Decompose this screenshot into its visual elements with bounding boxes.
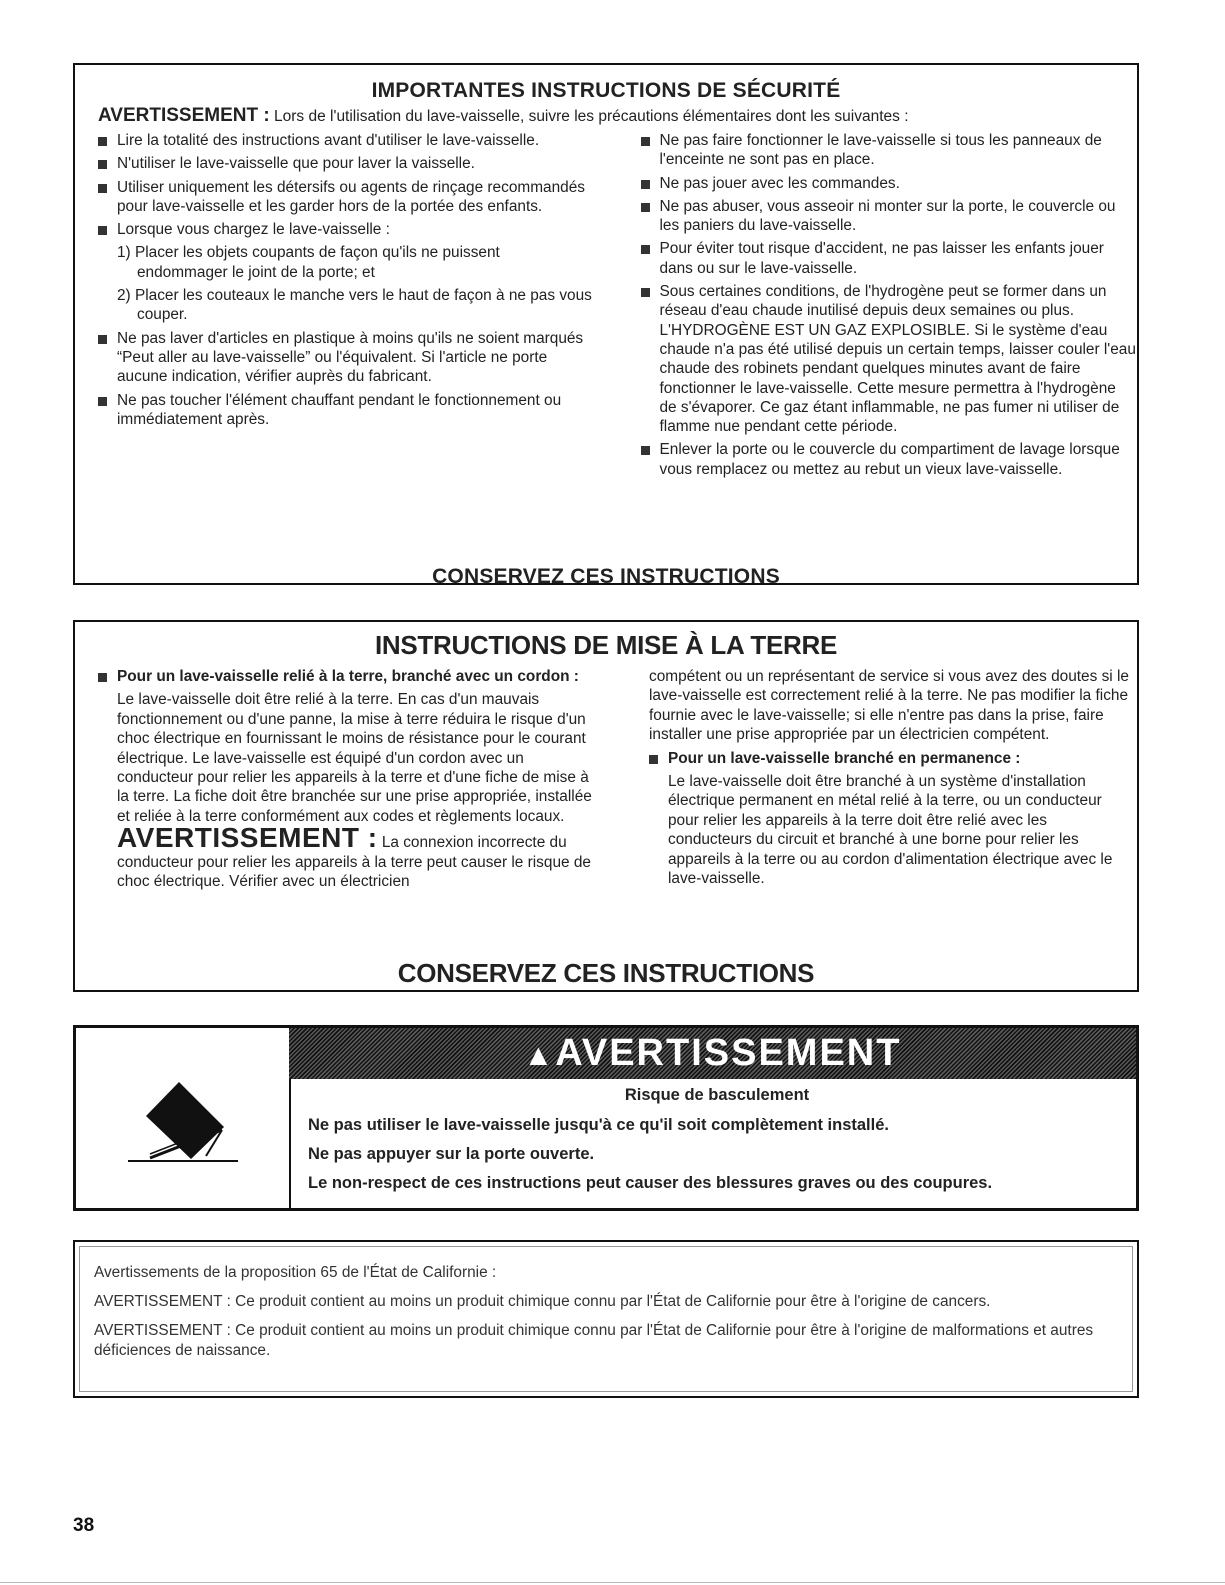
safety-footer: CONSERVEZ CES INSTRUCTIONS bbox=[432, 565, 780, 588]
grounding-title: INSTRUCTIONS DE MISE À LA TERRE bbox=[374, 630, 838, 660]
safety-item: Lire la totalité des instructions avant d'utiliser le lave-vaisselle. bbox=[98, 131, 595, 150]
grounding-warning bbox=[98, 822, 603, 891]
safety-instructions-box bbox=[73, 63, 1139, 588]
california-prop65-inner bbox=[79, 1246, 1133, 1392]
warning-triangle-icon: ▲ bbox=[523, 1039, 556, 1072]
safety-left-column bbox=[98, 131, 595, 483]
safety-sub-item bbox=[98, 286, 595, 325]
tip-over-warning-box bbox=[73, 1025, 1139, 1211]
safety-item: Sous certaines conditions, de l'hydrogène peut se former dans un réseau d'eau chaude inutilisé depuis deux semaines ou plus. L'HYDROGÈNE EST UN GAZ EXPLOSIBLE. Si le système d'eau chaude n'a pas été utilisé depuis un certain temps, laisser couler l'eau chaude des robinets pendant quelques minutes avant de faire fonctionner le lave-vaisselle. Cette mesure permettra à l'hydrogène de s'évaporer. Ce gaz étant inflammable, ne pas fumer ni utiliser de flamme nue pendant cette période. bbox=[641, 282, 1138, 436]
safety-item: Pour éviter tout risque d'accident, ne pas laisser les enfants jouer dans ou sur le lave-vaisselle. bbox=[641, 239, 1138, 278]
grounding-left-column bbox=[98, 667, 603, 891]
grounding-right-column bbox=[649, 667, 1129, 891]
california-prop65-box bbox=[73, 1240, 1139, 1398]
tip-over-warning-line: Ne pas utiliser le lave-vaisselle jusqu'à ce qu'il soit complètement installé. bbox=[308, 1116, 889, 1134]
safety-sub-item bbox=[98, 243, 595, 282]
grounding-warning-label: AVERTISSEMENT : bbox=[117, 822, 378, 854]
grounding-warning-text: La connexion incorrecte du conducteur pour relier les appareils à la terre peut causer le risque de choc électrique. Vérifier avec un électricien bbox=[117, 834, 591, 891]
safety-item: Enlever la porte ou le couvercle du compartiment de lavage lorsque vous remplacez ou mettez au rebut un vieux lave-vaisselle. bbox=[641, 440, 1138, 479]
grounding-instructions-box bbox=[73, 620, 1139, 992]
safety-warning-line bbox=[98, 105, 1137, 127]
safety-right-column bbox=[641, 131, 1138, 483]
safety-item: N'utiliser le lave-vaisselle que pour laver la vaisselle. bbox=[98, 154, 595, 173]
grounding-permanent-heading: Pour un lave-vaisselle branché en permanence : bbox=[649, 749, 1129, 768]
tip-over-risk-label: Risque de basculement bbox=[624, 1086, 810, 1104]
tip-over-icon-cell bbox=[76, 1028, 291, 1208]
safety-item: Ne pas abuser, vous asseoir ni monter sur la porte, le couvercle ou les paniers du lave-vaisselle. bbox=[641, 197, 1138, 236]
warning-banner bbox=[289, 1028, 1136, 1079]
grounding-cord-heading: Pour un lave-vaisselle relié à la terre, branché avec un cordon : bbox=[98, 667, 603, 686]
safety-item: Ne pas laver d'articles en plastique à moins qu'ils ne soient marqués “Peut aller au lave-vaisselle” ou l'équivalent. Si l'article ne porte aucune indication, vérifier auprès du fabricant. bbox=[98, 329, 595, 387]
bottom-rule bbox=[0, 1582, 1225, 1583]
safety-item: Ne pas faire fonctionner le lave-vaisselle si tous les panneaux de l'enceinte ne sont pas en place. bbox=[641, 131, 1138, 170]
safety-item: Ne pas jouer avec les commandes. bbox=[641, 174, 1138, 193]
safety-sub-item-text: 2) Placer les couteaux le manche vers le haut de façon à ne pas vous couper. bbox=[117, 287, 592, 324]
safety-sub-item-text: 1) Placer les objets coupants de façon qu'ils ne puissent endommager le joint de la porte; et bbox=[117, 244, 500, 281]
grounding-continued-text: compétent ou un représentant de service si vous avez des doutes si le lave-vaisselle est correctement relié à la terre. Ne pas modifier la fiche fournie avec le lave-vaisselle; si elle n'entre pas dans la prise, faire installer une prise appropriée par un électricien compétent. bbox=[649, 668, 1129, 744]
safety-warning-text: Lors de l'utilisation du lave-vaisselle, suivre les précautions élémentaires dont les suivantes : bbox=[274, 108, 909, 125]
warning-banner-text: AVERTISSEMENT bbox=[555, 1032, 902, 1074]
prop65-intro: Avertissements de la proposition 65 de l'État de Californie : bbox=[94, 1264, 497, 1281]
grounding-cord-text: Le lave-vaisselle doit être relié à la terre. En cas d'un mauvais fonctionnement ou d'une panne, la mise à terre réduira le risque d'un choc électrique en fournissant le moins de résistance pour le courant électrique. Le lave-vaisselle est équipé d'un cordon avec un conducteur pour relier les appareils à la terre et d'une fiche de mise à la terre. La fiche doit être branchée sur une prise appropriée, installée et reliée à la terre conformément aux codes et règlements locaux. bbox=[117, 691, 592, 825]
page-number: 38 bbox=[73, 1515, 95, 1536]
safety-warning-label: AVERTISSEMENT : bbox=[98, 105, 270, 126]
prop65-warning-birth-defects: AVERTISSEMENT : Ce produit contient au moins un produit chimique connu par l'État de Californie pour être à l'origine de malformations et autres déficiences de naissance. bbox=[94, 1322, 1094, 1359]
grounding-columns bbox=[75, 667, 1137, 891]
tip-over-warning-line: Le non-respect de ces instructions peut causer des blessures graves ou des coupures. bbox=[308, 1174, 993, 1192]
prop65-warning-cancer: AVERTISSEMENT : Ce produit contient au moins un produit chimique connu par l'État de Californie pour être à l'origine de cancers. bbox=[94, 1293, 991, 1310]
safety-title: IMPORTANTES INSTRUCTIONS DE SÉCURITÉ bbox=[371, 79, 841, 102]
safety-item: Utiliser uniquement les détersifs ou agents de rinçage recommandés pour lave-vaisselle et les garder hors de la portée des enfants. bbox=[98, 178, 595, 217]
tip-over-warning-line: Ne pas appuyer sur la porte ouverte. bbox=[308, 1145, 595, 1163]
tip-over-warning-content bbox=[308, 1086, 1126, 1203]
tip-over-icon bbox=[76, 1028, 289, 1208]
safety-item: Lorsque vous chargez le lave-vaisselle : bbox=[98, 220, 595, 239]
grounding-footer: CONSERVEZ CES INSTRUCTIONS bbox=[397, 958, 815, 988]
safety-item: Ne pas toucher l'élément chauffant pendant le fonctionnement ou immédiatement après. bbox=[98, 391, 595, 430]
grounding-permanent-text: Le lave-vaisselle doit être branché à un système d'installation électrique permanent en métal relié à la terre, ou un conducteur pour relier les appareils à la terre doit être relié avec les conducteurs du circuit et branché à une borne pour relier les appareils à la terre ou au cordon d'alimentation électrique avec le lave-vaisselle. bbox=[668, 773, 1113, 888]
safety-columns bbox=[75, 131, 1137, 483]
